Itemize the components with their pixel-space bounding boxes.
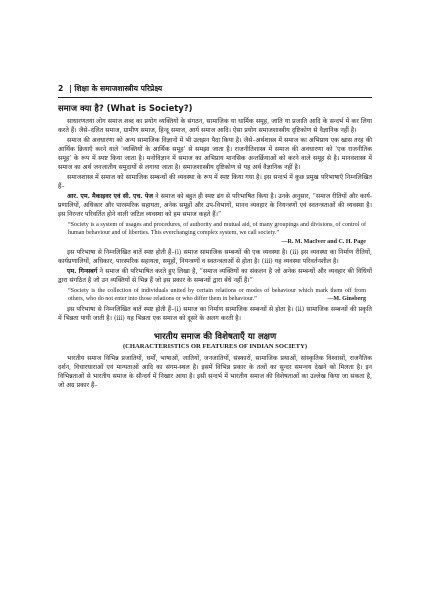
quote-ginsberg-text: “Society is the collection of individuals united by certain relations or modes of behaviour which mark them off from others, who do not enter into those relations or who differ them in behaviour.” <box>68 287 366 303</box>
maciver-points: इस परिभाषा से निम्नलिखित बातें स्पष्ट होती हैं–(i) समाज सामाजिक सम्बन्धों की एक व्यवस्था है। (ii) इस व्यवस्था का निर्माण रीतियों, कार्यप्रणालियों, अधिकार, पारस्परिक सहायता, समूहों, नियन्त्रणों व स्वतन्त्रताओं से होता है। (iii) यह व्यवस्था परिवर्तनशील है। <box>58 248 372 265</box>
definition-maciver-paragraph <box>58 192 372 219</box>
quote-maciver <box>68 221 366 246</box>
section-heading-indian-society-english: (CHARACTERISTICS OR FEATURES OF INDIAN SOCIETY) <box>122 343 308 351</box>
quote-ginsberg <box>68 287 366 304</box>
section-heading-indian-society: भारतीय समाज की विशेषताएँ या लक्षण <box>153 332 277 343</box>
indian-society-paragraph: भारतीय समाज विभिन्न प्रजातियों, धर्मों, भाषाओं, जातियों, जनजातियों, संस्कारों, सामाजिक प्रथाओं, सांस्कृतिक विश्वासों, राजनैतिक दर्शन, विचारधाराओं एवं मान्यताओं आदि का संगम-स्थल है। इसमें विभिन्न प्रकार के तत्वों का सुन्दर समन्वय देखने को मिलता है। इन विभिन्नताओं से भारतीय समाज के सौन्दर्य में निखार आया है। इसी सन्दर्भ में भारतीय समाज की विशेषताओं का उल्लेख किया जा सकता है, जो अग्र प्रकार हैं– <box>58 355 372 390</box>
page-number: 2 <box>58 84 64 93</box>
header-separator: | <box>68 84 72 93</box>
author-maciver-page: आर. एम. मैकाइवर एवं सी. एच. पेज <box>67 193 154 200</box>
author-ginsberg: एम. गिन्सबर्ग <box>67 267 98 275</box>
paragraph-3: समाजशास्त्र में समाज को सामाजिक सम्बन्धों की व्यवस्था के रूप में स्पष्ट किया गया है। इस सन्दर्भ में कुछ प्रमुख परिभाषाएँ निम्नलिखित हैं– <box>58 174 372 190</box>
citation-ginsberg: —M. Ginsberg <box>327 296 366 303</box>
section-heading-what-is-society: समाज क्या है? (What is Society?) <box>58 103 193 113</box>
citation-maciver: —R. M. MacIver and C. H. Page <box>281 238 366 245</box>
definition-maciver-text: ने समाज को बहुत ही स्पष्ट ढंग से परिभाषित किया है। उनके अनुसार, “समाज रीतियों और कार्य-प्रणालियों, अधिकार और पारस्परिक सहायता, अनेक समूहों और उप-विभागों, मानव व्यवहार के नियन्त्रणों एवं स्वतन्त्रताओं की व्यवस्था है। इस निरन्तर परिवर्तित होने वाली जटिल व्यवस्था को हम समाज कहते हैं।” <box>58 193 373 218</box>
running-header <box>58 84 372 98</box>
paragraph-2: समाज की अवधारणा को अन्य सामाजिक विज्ञानों में भी उलझन पैदा किया है। जैसे–अर्थशास्त्र में समाज का अभिप्राय एक खास तरह की आर्थिक क्रियाएँ करने वाले ‘व्यक्तियों के आर्थिक समूह’ से समझा जाता है। राजनीतिशास्त्र में समाज की अवधारणा को ‘एक राजनीतिक समूह’ के रूप में स्पष्ट किया जाता है। मनोविज्ञान में समाज का अभिप्राय मानसिक अन्तर्क्रियाओं को करने वाले समूह से है। मानवशास्त्र में समाज का अर्थ जनजातीय समुदायों से लगाया जाता है। समाजशास्त्रीय दृष्टिकोण से यह अर्थ वैज्ञानिक नहीं है। <box>58 137 372 171</box>
definition-ginsberg-paragraph <box>58 267 372 285</box>
paragraph-1: साधारणतया लोग समाज शब्द का प्रयोग व्यक्तियों के संगठन, सामाजिक या धार्मिक समूह, जाति या प्रजाति आदि के सन्दर्भ में कर लिया करते हैं। जैसे–दलित समाज, ग्रामीण समाज, हिन्दू समाज, आर्य समाज आदि। ऐसा प्रयोग समाजशास्त्रीय दृष्टिकोण से वैज्ञानिक नहीं है। <box>58 118 372 134</box>
ginsberg-points: इस परिभाषा से निम्नलिखित बातें स्पष्ट होती हैं–(i) समाज का निर्माण सामाजिक सम्बन्धों से होता है। (ii) सामाजिक सम्बन्धों की प्रकृति में भिन्नता पायी जाती है। (iii) यह भिन्नता एक समाज को दूसरे के अलग करती है। <box>58 306 372 323</box>
definition-ginsberg-text: ने समाज की परिभाषित करते हुए लिखा है, “समाज व्यक्तियों का संकलन है जो अनेक सम्बन्धों और व्यवहार की विधियों द्वारा संगठित है जो उन व्यक्तियों से भिन्न हैं जो इस प्रकार के सम्बन्धों द्वारा बँधे नहीं हैं।” <box>58 267 372 284</box>
book-title: शिक्षा के समाजशास्त्रीय परिप्रेक्ष्य <box>74 84 163 93</box>
quote-maciver-text: “Society is a system of usages and procedures, of authority and mutual aid, of many groupings and divisions, of control of human behaviour and of liberties. This everchanging complex system, we call society.” <box>68 222 366 237</box>
